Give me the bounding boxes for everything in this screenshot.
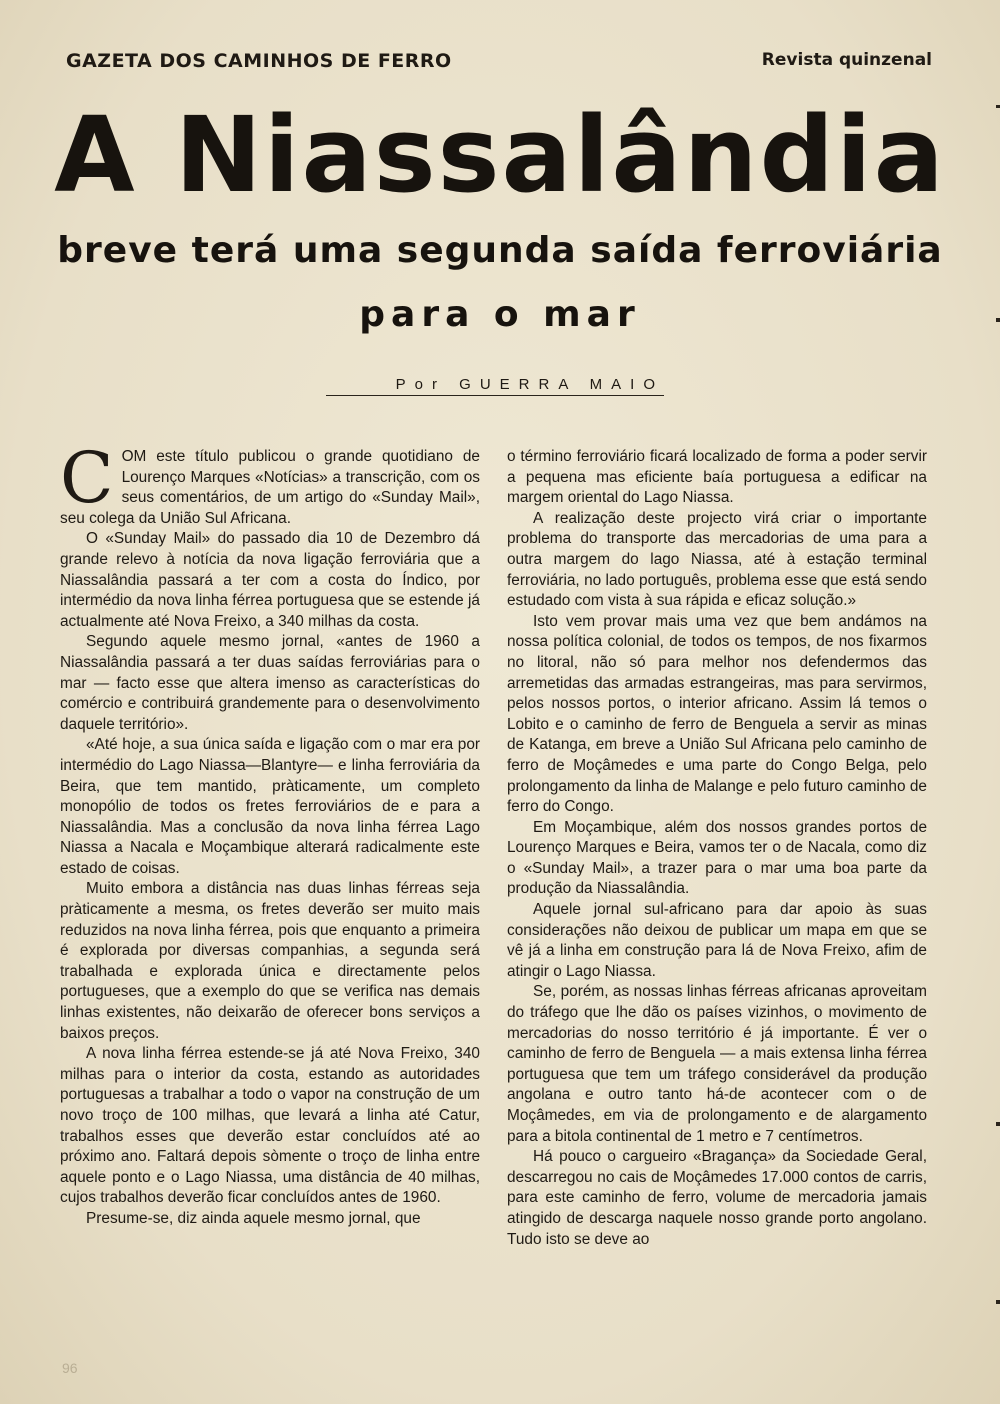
paragraph: Muito embora a distância nas duas linhas férreas seja pràticamente a mesma, os fretes deverão ser muito mais reduzidos na nova linha férrea, pois que enquanto a primeira é explorada por diversas companhias, a segunda será trabalhada e explorada única e directamente pelos portugueses, que a exemplo do que se verifica nas demais linhas existentes, não deixarão de oferecer bons serviços a baixos preços. xyxy=(60,880,480,1042)
paragraph: Segundo aquele mesmo jornal, «antes de 1960 a Niassalândia passará a ter duas saídas ferroviárias para o mar — facto esse que altera imenso as características do comércio e contribuirá grandemente para o desenvolvimento daquele território». xyxy=(60,633,480,733)
byline: Por GUERRA MAIO xyxy=(326,376,664,396)
paragraph: A nova linha férrea estende-se já até Nova Freixo, 340 milhas para o interior da costa, estando as autoridades portuguesas a trabalhar a todo o vapor na construção de um novo troço de 100 milhas, que levará a linha até Catur, trabalhos esses que deverão estar concluídos até ao próximo ano. Faltará depois sòmente o troço de linha entre aquele ponto e o Lago Niassa, uma distância de 40 milhas, cujos trabalhos deverão ficar concluídos antes de 1960. xyxy=(60,1045,480,1207)
page-number: 96 xyxy=(62,1360,78,1376)
article-subtitle-line2: para o mar xyxy=(359,294,641,335)
drop-cap: C xyxy=(60,437,114,519)
running-head xyxy=(66,50,932,80)
page-edge-mark xyxy=(996,1122,1000,1126)
paragraph: o término ferroviário ficará localizado de forma a poder servir a pequena mas eficiente baía portuguesa a edificar na margem oriental do Lago Niassa. xyxy=(507,448,927,507)
left-column xyxy=(60,437,480,1230)
publication-frequency: Revista quinzenal xyxy=(761,50,932,70)
paragraph: Em Moçambique, além dos nossos grandes portos de Lourenço Marques e Beira, vamos ter o de Nacala, como diz o «Sunday Mail», a trazer para o mar uma boa parte da produção da Niassalândia. xyxy=(507,818,927,898)
page-edge-mark xyxy=(996,105,1000,108)
paragraph: Isto vem provar mais uma vez que bem andámos na nossa política colonial, de todos os tempos, de nos fixarmos no litoral, não só para melhor nos defendermos das arremetidas das armadas estrangeiras, mas para servirmos, pelos nossos portos, o interior africano. Assim lá temos o Lobito e o caminho de ferro de Benguela a servir as minas de Katanga, em breve a União Sul Africana pelo caminho de ferro de Moçâmedes e uma parte do Congo Belga, pelo prolongamento da linha de Malange e pelo futuro caminho de ferro do Congo. xyxy=(507,612,927,816)
paragraph: Presume-se, diz ainda aquele mesmo jornal, que xyxy=(86,1209,421,1227)
article-title: A Niassalândia xyxy=(54,94,946,216)
paragraph: COM este título publicou o grande quotidiano de Lourenço Marques «Notícias» a transcrição, com os seus comentários, de um artigo do «Sunday Mail», seu colega da União Sul Africana. xyxy=(60,437,480,527)
paragraph: O «Sunday Mail» do passado dia 10 de Dezembro dá grande relevo à notícia da nova ligação ferroviária que a Niassalândia passará a ter com a costa do Índico, por intermédio da nova linha férrea portuguesa que se estende já actualmente até Nova Freixo, a 340 milhas da costa. xyxy=(60,530,480,630)
paragraph: Há pouco o cargueiro «Bragança» da Sociedade Geral, descarregou no cais de Moçâmedes 17.000 contos de carris, para este caminho de ferro, volume de mercadoria jamais atingido de descarga naquele nosso grande porto angolano. Tudo isto se deve ao xyxy=(507,1148,927,1248)
article-subtitle-line1: breve terá uma segunda saída ferroviária xyxy=(57,230,943,271)
paragraph: Se, porém, as nossas linhas férreas africanas aproveitam do tráfego que lhe dão os países vizinhos, o movimento de mercadorias do nosso território é já importante. É ver o caminho de ferro de Benguela — a mais extensa linha férrea portuguesa que tem um tráfego considerável da produção angolana e outro tanto há-de acontecer com o de Moçâmedes, em via de prolongamento e de alargamento para a bitola continental de 1 metro e 7 centímetros. xyxy=(507,983,927,1145)
right-column xyxy=(507,447,927,1250)
page-edge-mark xyxy=(996,318,1000,322)
paragraph: «Até hoje, a sua única saída e ligação com o mar era por intermédio do Lago Niassa—Blantyre— e linha ferroviária da Beira, que tem mantido, pràticamente, um completo monopólio de todos os fretes ferroviários de e para a Niassalândia. Mas a conclusão da nova linha férrea Lago Niassa a Nacala e Moçambique alterará radicalmente este estado de coisas. xyxy=(60,736,480,877)
page-edge-mark xyxy=(996,1300,1000,1304)
paragraph: A realização deste projecto virá criar o importante problema do transporte das mercadorias de uma para a outra margem do lago Niassa, até à estação terminal ferroviária, no lado português, problema esse que está sendo estudado com vista à sua rápida e eficaz solução.» xyxy=(507,509,927,610)
publication-title: GAZETA DOS CAMINHOS DE FERRO xyxy=(66,50,452,72)
paragraph: Aquele jornal sul-africano para dar apoio às suas considerações não deixou de publicar um mapa em que se vê já a linha em construção para lá de Nova Freixo, afim de atingir o Lago Niassa. xyxy=(507,901,927,980)
